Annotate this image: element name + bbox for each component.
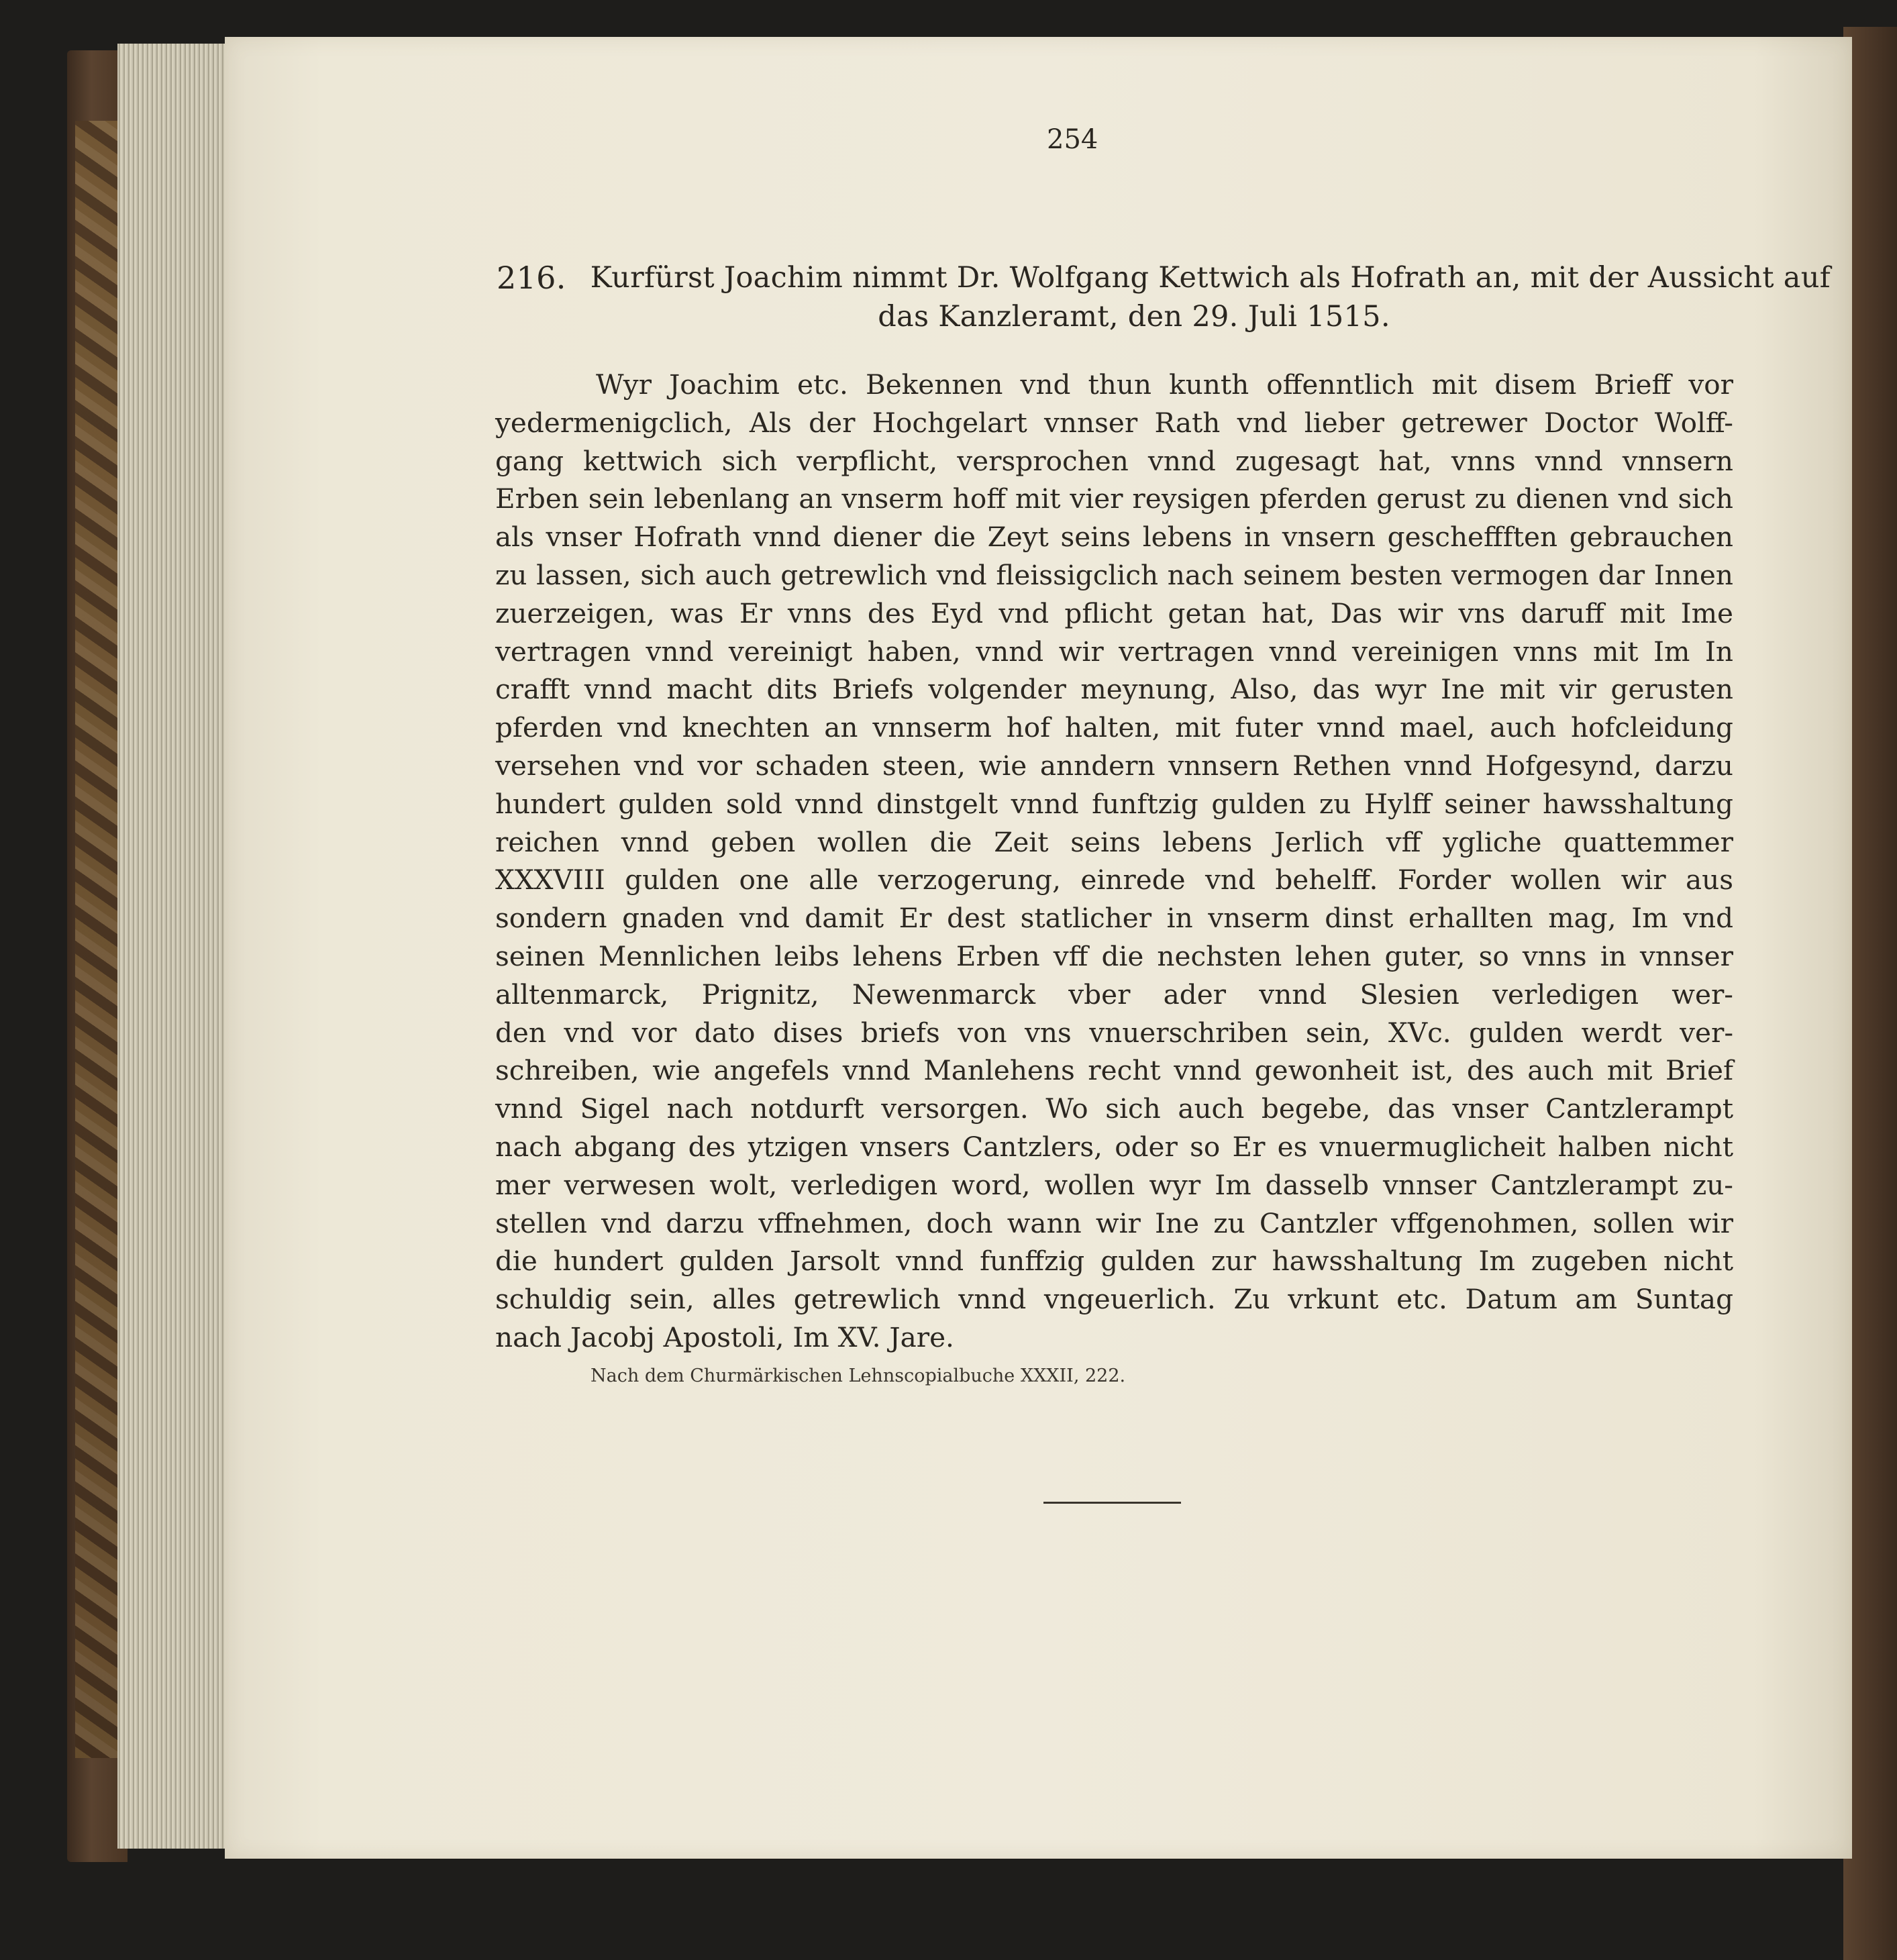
text-line: seinen Mennlichen leibs lehens Erben vff die nechsten lehen guter, so vnns in vnnser	[495, 939, 1733, 972]
text-line: XXXVIII gulden one alle verzogerung, einrede vnd behelff. Forder wollen wir aus	[495, 864, 1733, 896]
text-line: Erben sein lebenlang an vnserm hoff mit vier reysigen pferden gerust zu dienen vnd sich	[495, 482, 1733, 515]
text-line: als vnser Hofrath vnnd diener die Zeyt seins lebens in vnsern gescheffften gebrauchen	[495, 521, 1733, 554]
text-line: den vnd vor dato dises briefs von vns vnuerschriben sein, XVc. gulden werdt ver-	[495, 1016, 1733, 1049]
text-line: versehen vnd vor schaden steen, wie anndern vnnsern Rethen vnnd Hofgesynd, darzu	[495, 749, 1733, 782]
text-line: schreiben, wie angefels vnnd Manlehens recht vnnd gewonheit ist, des auch mit Brief	[495, 1054, 1733, 1087]
marbled-edge	[75, 121, 121, 1758]
text-line: Wyr Joachim etc. Bekennen vnd thun kunth offenntlich mit disem Brieff vor	[596, 368, 1733, 401]
text-line: nach abgang des ytzigen vnsers Cantzlers, oder so Er es vnuermuglicheit halben nicht	[495, 1130, 1733, 1163]
text-line: reichen vnnd geben wollen die Zeit seins lebens Jerlich vff ygliche quattemmer	[495, 825, 1733, 858]
document-heading	[497, 258, 1831, 336]
page-number: 254	[1047, 124, 1098, 155]
text-line: schuldig sein, alles getrewlich vnnd vngeuerlich. Zu vrkunt etc. Datum am Suntag	[495, 1283, 1733, 1316]
text-line: hundert gulden sold vnnd dinstgelt vnnd funftzig gulden zu Hylff seiner hawsshaltung	[495, 787, 1733, 820]
text-line: alltenmarck, Prignitz, Newenmarck vber ader vnnd Slesien verledigen wer-	[495, 978, 1733, 1011]
text-line: zu lassen, sich auch getrewlich vnd fleissigclich nach seinem besten vermogen dar Innen	[495, 558, 1733, 591]
text-line: die hundert gulden Jarsolt vnnd funffzig gulden zur hawsshaltung Im zugeben nicht	[495, 1245, 1733, 1278]
text-line: crafft vnnd macht dits Briefs volgender meynung, Also, das wyr Ine mit vir gerusten	[495, 673, 1733, 706]
section-end-rule	[1043, 1502, 1181, 1504]
document-number: 216.	[497, 260, 566, 296]
text-line: zuerzeigen, was Er vnns des Eyd vnd pflicht getan hat, Das wir vns daruff mit Ime	[495, 597, 1733, 629]
source-citation: Nach dem Churmärkischen Lehnscopialbuche XXXII, 222.	[591, 1365, 1126, 1386]
heading-line-1	[497, 258, 1831, 297]
page-stack-edges	[117, 44, 232, 1849]
text-line: sondern gnaden vnd damit Er dest statlicher in vnserm dinst erhallten mag, Im vnd	[495, 902, 1733, 935]
text-line: yedermenigclich, Als der Hochgelart vnnser Rath vnd lieber getrewer Doctor Wolff-	[495, 406, 1733, 439]
document-body	[495, 366, 1733, 1357]
heading-title: Kurfürst Joachim nimmt Dr. Wolfgang Kettwich als Hofrath an, mit der Aussicht auf	[590, 261, 1831, 295]
text-line: vnnd Sigel nach notdurft versorgen. Wo sich auch begebe, das vnser Cantzlerampt	[495, 1092, 1733, 1125]
text-line: pferden vnd knechten an vnnserm hof halten, mit futer vnnd mael, auch hofcleidung	[495, 711, 1733, 744]
heading-line-2: das Kanzleramt, den 29. Juli 1515.	[878, 300, 1390, 333]
text-line: vertragen vnnd vereinigt haben, vnnd wir vertragen vnnd vereinigen vnns mit Im In	[495, 635, 1733, 668]
text-line: mer verwesen wolt, verledigen word, wollen wyr Im dasselb vnnser Cantzlerampt zu-	[495, 1168, 1733, 1201]
text-line: stellen vnd darzu vffnehmen, doch wann wir Ine zu Cantzler vffgenohmen, sollen wir	[495, 1206, 1733, 1239]
text-line: gang kettwich sich verpflicht, versprochen vnnd zugesagt hat, vnns vnnd vnnsern	[495, 444, 1733, 477]
text-line: nach Jacobj Apostoli, Im XV. Jare.	[495, 1321, 954, 1353]
